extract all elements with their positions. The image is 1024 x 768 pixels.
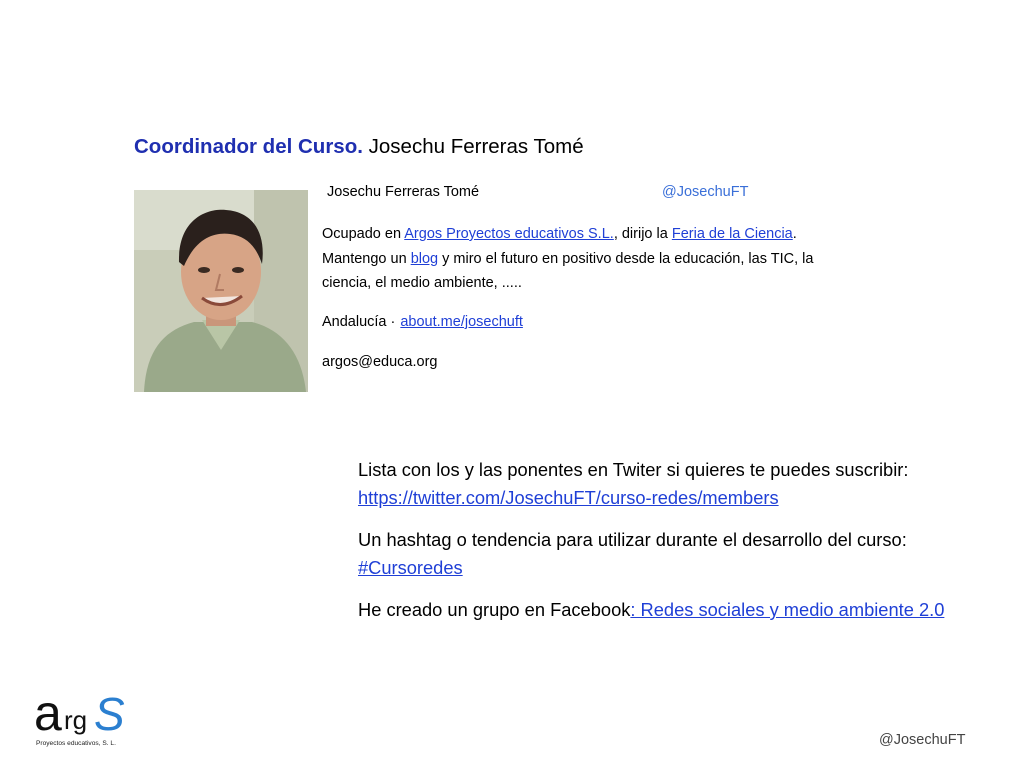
argos-logo — [34, 686, 134, 750]
about-me-link[interactable]: about.me/josechuft — [400, 314, 523, 330]
profile-name-row — [322, 180, 862, 206]
profile-name: Josechu Ferreras Tomé — [327, 184, 480, 200]
portrait-image — [134, 190, 308, 392]
facebook-text: He creado un grupo en Facebook — [358, 599, 631, 620]
profile-location: Andalucía · — [322, 314, 396, 330]
twitter-list-link[interactable]: https://twitter.com/JosechuFT/curso-redes/members — [358, 486, 779, 508]
bio-text: y miro el futuro en positivo desde la educación, las TIC, la ciencia, el medio ambiente, ..... — [322, 250, 814, 291]
heading-role: Coordinador del Curso. — [134, 135, 363, 158]
logo-letter-a: a — [34, 686, 62, 736]
argos-link[interactable]: Argos Proyectos educativos S.L. — [404, 226, 614, 242]
slide-heading — [134, 135, 584, 159]
profile-bio — [322, 222, 862, 296]
profile-email: argos@educa.org — [322, 354, 438, 370]
blog-link[interactable]: blog — [410, 250, 439, 267]
argos-logo-mark — [34, 686, 130, 736]
facebook-paragraph — [358, 596, 958, 624]
hashtag-link[interactable]: #Cursoredes — [358, 556, 463, 578]
logo-letter-s: S — [94, 688, 125, 736]
feria-link[interactable]: Feria de la Ciencia — [671, 226, 793, 242]
twitter-list-paragraph — [358, 456, 958, 511]
logo-tagline: Proyectos educativos, S. L. — [36, 740, 116, 747]
heading-name: Josechu Ferreras Tomé — [368, 135, 584, 158]
bio-text: Ocupado en — [322, 226, 405, 242]
twitter-profile-card — [322, 180, 862, 370]
course-info — [358, 456, 958, 639]
hashtag-text: Un hashtag o tendencia para utilizar durante el desarrollo del curso: — [358, 529, 907, 550]
hashtag-paragraph — [358, 526, 958, 581]
footer-twitter-handle: @JosechuFT — [879, 732, 966, 748]
facebook-group-link[interactable]: : Redes sociales y medio ambiente 2.0 — [630, 599, 945, 620]
profile-photo — [134, 190, 308, 392]
profile-location-row — [322, 314, 523, 330]
twitter-list-text: Lista con los y las ponentes en Twiter si quieres te puedes suscribir: — [358, 459, 909, 480]
logo-letters-rg: rg — [64, 705, 88, 735]
bio-text: . Mantengo un — [322, 226, 797, 267]
bio-text: , dirijo la — [613, 226, 672, 242]
profile-handle[interactable]: @JosechuFT — [662, 184, 749, 200]
